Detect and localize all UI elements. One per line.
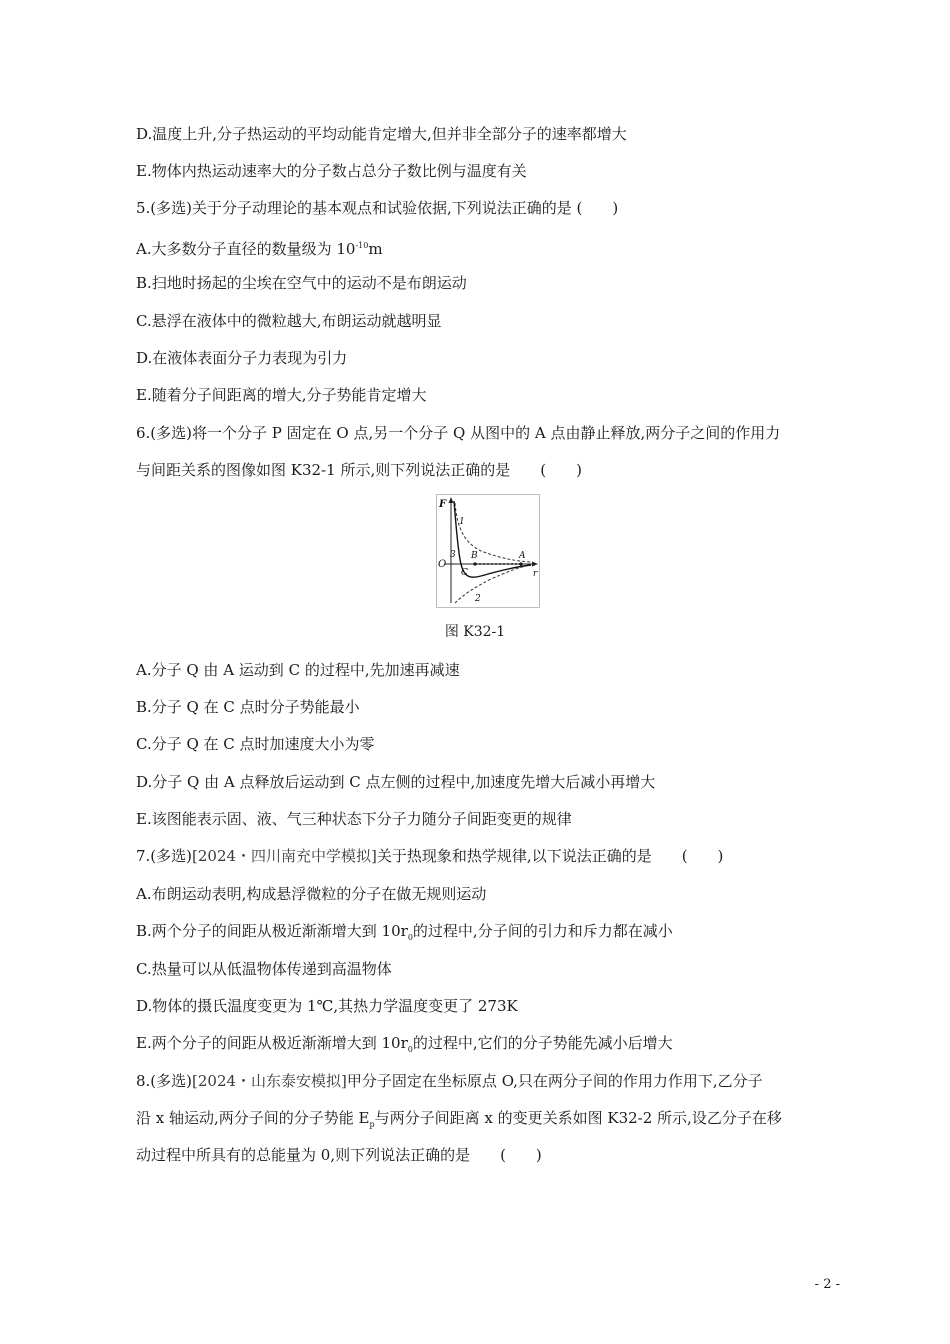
- option-text: B.分子 Q 在 C 点时分子势能最小: [136, 698, 360, 716]
- question-text: 6.(多选)将一个分子 P 固定在 O 点,另一个分子 Q 从图中的 A 点由静止释放,两分子之间的作用力: [136, 424, 781, 442]
- option-text: E.随着分子间距离的增大,分子势能肯定增大: [136, 386, 427, 404]
- f-label: F: [439, 499, 447, 510]
- option-text: E.两个分子的间距从极近渐渐增大到 10r: [136, 1034, 408, 1052]
- option-text: D.在液体表面分子力表现为引力: [136, 349, 348, 367]
- figure-caption: 图 K32-1: [444, 624, 506, 640]
- question-source: [2024・四川南充中学模拟]: [192, 847, 377, 865]
- option-5d: [136, 348, 347, 368]
- option-6b: [136, 697, 360, 717]
- option-text: C.悬浮在液体中的微粒越大,布朗运动就越明显: [136, 312, 442, 330]
- force-distance-graph: [437, 495, 539, 607]
- option-5b: [136, 273, 467, 293]
- question-8-line-1: [136, 1071, 763, 1091]
- option-6e: [136, 809, 572, 829]
- option-text: C.热量可以从低温物体传递到高温物体: [136, 960, 392, 978]
- option-text: D.物体的摄氏温度变更为 1℃,其热力学温度变更了 273K: [136, 997, 518, 1015]
- question-text: 5.(多选)关于分子动理论的基本观点和试验依据,下列说法正确的是 ( ): [136, 199, 619, 217]
- option-text: B.两个分子的间距从极近渐渐增大到 10r: [136, 922, 408, 940]
- option-7b: [136, 921, 673, 948]
- option-5a: [136, 236, 383, 259]
- curve-3: [454, 501, 531, 577]
- origin-label: O: [438, 559, 447, 570]
- question-5: [136, 198, 618, 218]
- r-label: r: [533, 569, 538, 579]
- option-4d: [136, 124, 627, 144]
- question-text: 关于热现象和热学规律,以下说法正确的是 ( ): [376, 847, 724, 865]
- option-text: B.扫地时扬起的尘埃在空气中的运动不是布朗运动: [136, 274, 467, 292]
- question-text-continued: 与两分子间距离 x 的变更关系如图 K32-2 所示,设乙分子在移: [374, 1109, 782, 1127]
- point-a: [519, 562, 522, 565]
- question-text: 甲分子固定在坐标原点 O,只在两分子间的作用力作用下,乙分子: [346, 1072, 763, 1090]
- option-text-continued: 的过程中,分子间的引力和斥力都在减小: [412, 922, 673, 940]
- subscript: 0: [407, 933, 413, 942]
- page-number: - 2 -: [814, 1277, 840, 1292]
- option-6c: [136, 734, 375, 754]
- curve-2-label: 2: [475, 594, 481, 604]
- question-prefix: 7.(多选): [136, 847, 193, 865]
- option-text: A.分子 Q 由 A 运动到 C 的过程中,先加速再减速: [136, 661, 460, 679]
- option-text: C.分子 Q 在 C 点时加速度大小为零: [136, 735, 375, 753]
- curve-3-label: 3: [450, 550, 456, 560]
- question-6-line-1: [136, 423, 780, 443]
- option-7a: [136, 884, 486, 904]
- point-a-label: A: [519, 551, 526, 561]
- question-6-line-2: [136, 460, 582, 480]
- curve-1-label: 1: [459, 517, 465, 527]
- force-distance-figure: [436, 494, 540, 608]
- question-text: 动过程中所具有的总能量为 0,则下列说法正确的是 ( ): [136, 1146, 542, 1164]
- unit-text: m: [368, 240, 383, 258]
- option-6a: [136, 660, 460, 680]
- point-b-label: B: [471, 551, 478, 561]
- point-c-label: C: [461, 568, 468, 578]
- option-7d: [136, 996, 518, 1016]
- option-text-continued: 的过程中,它们的分子势能先减小后增大: [412, 1034, 673, 1052]
- question-prefix: 8.(多选): [136, 1072, 193, 1090]
- question-7: [136, 846, 723, 866]
- question-source: [2024・山东泰安模拟]: [192, 1072, 347, 1090]
- option-text: E.该图能表示固、液、气三种状态下分子力随分子间距变更的规律: [136, 810, 572, 828]
- r-axis-arrow: [532, 562, 538, 567]
- question-text: 与间距关系的图像如图 K32-1 所示,则下列说法正确的是 ( ): [136, 461, 582, 479]
- question-text: 沿 x 轴运动,两分子间的分子势能 E: [136, 1109, 370, 1127]
- option-5c: [136, 311, 441, 331]
- option-text: E.物体内热运动速率大的分子数占总分子数比例与温度有关: [136, 162, 527, 180]
- exponent: -10: [355, 241, 369, 250]
- option-4e: [136, 161, 527, 181]
- subscript: p: [369, 1120, 375, 1129]
- option-6d: [136, 772, 655, 792]
- option-text: D.分子 Q 由 A 点释放后运动到 C 点左侧的过程中,加速度先增大后减小再增大: [136, 773, 656, 791]
- f-axis-arrow: [449, 497, 454, 503]
- option-text: A.大多数分子直径的数量级为 10: [136, 240, 356, 258]
- option-7c: [136, 959, 392, 979]
- subscript: 0: [407, 1045, 413, 1054]
- option-text: D.温度上升,分子热运动的平均动能肯定增大,但并非全部分子的速率都增大: [136, 125, 627, 143]
- question-8-line-2: [136, 1108, 782, 1135]
- point-b: [473, 562, 476, 565]
- option-5e: [136, 385, 427, 405]
- question-8-line-3: [136, 1145, 542, 1165]
- option-text: A.布朗运动表明,构成悬浮微粒的分子在做无规则运动: [136, 885, 487, 903]
- option-7e: [136, 1033, 673, 1060]
